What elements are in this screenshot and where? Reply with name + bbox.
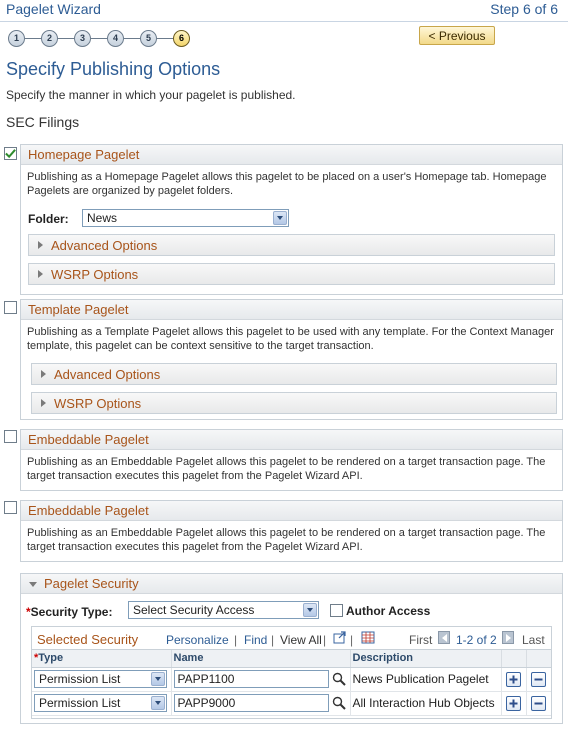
name-cell bbox=[171, 691, 350, 715]
embeddable-pagelet-title-2: Embeddable Pagelet bbox=[21, 501, 562, 521]
find-link[interactable]: Find bbox=[244, 633, 268, 647]
security-type-label: *Security Type: bbox=[26, 605, 113, 619]
add-row-icon[interactable] bbox=[506, 672, 521, 687]
separator: | bbox=[271, 633, 275, 647]
step-1-button[interactable]: 1 bbox=[8, 30, 25, 47]
grid-title: Selected Security bbox=[37, 632, 139, 647]
grid-navigation-bar bbox=[32, 627, 551, 650]
step-2-button[interactable]: 2 bbox=[41, 30, 58, 47]
separator: | bbox=[323, 633, 327, 647]
add-cell bbox=[501, 691, 526, 715]
template-wsrp-options[interactable] bbox=[31, 392, 557, 414]
wizard-title: Pagelet Wizard bbox=[6, 1, 101, 17]
page-description: Specify the manner in which your pagelet is published. bbox=[6, 88, 296, 102]
template-pagelet-description bbox=[27, 325, 554, 353]
description-line: Publishing as an Embeddable Pagelet allows this pagelet to be rendered on a target transaction page. The bbox=[27, 527, 546, 539]
step-connector bbox=[25, 38, 41, 39]
step-connector bbox=[91, 38, 107, 39]
description-line: Publishing as a Template Pagelet allows this pagelet to be used with any template. For the Context Manager bbox=[27, 326, 554, 338]
name-input[interactable]: PAPP9000 bbox=[174, 694, 329, 712]
column-header-delete bbox=[526, 650, 551, 667]
expand-triangle-icon bbox=[41, 370, 46, 378]
homepage-pagelet-checkbox[interactable] bbox=[4, 147, 17, 160]
step-connector bbox=[124, 38, 140, 39]
author-access-label: Author Access bbox=[346, 604, 431, 618]
step-connector bbox=[157, 38, 173, 39]
delete-cell bbox=[526, 667, 551, 691]
expand-triangle-icon bbox=[38, 270, 43, 278]
search-icon[interactable] bbox=[332, 696, 346, 710]
homepage-advanced-options[interactable] bbox=[28, 234, 555, 256]
template-pagelet-checkbox[interactable] bbox=[4, 301, 17, 314]
homepage-pagelet-group bbox=[20, 144, 563, 295]
personalize-link[interactable]: Personalize bbox=[166, 633, 229, 647]
pagelet-name: SEC Filings bbox=[6, 114, 80, 130]
description-cell: All Interaction Hub Objects bbox=[350, 691, 501, 715]
page-title: Specify Publishing Options bbox=[6, 59, 221, 79]
previous-row-icon[interactable] bbox=[438, 631, 450, 644]
step-6-current: 6 bbox=[173, 30, 190, 47]
add-cell bbox=[501, 667, 526, 691]
pagelet-security-title: Pagelet Security bbox=[44, 576, 139, 591]
description-cell: News Publication Pagelet bbox=[350, 667, 501, 691]
last-label: Last bbox=[522, 633, 545, 647]
type-select-value: Permission List bbox=[39, 696, 121, 710]
separator: | bbox=[350, 633, 354, 647]
wsrp-options-label: WSRP Options bbox=[51, 266, 139, 282]
delete-row-icon[interactable] bbox=[531, 696, 546, 711]
step-3-button[interactable]: 3 bbox=[74, 30, 91, 47]
delete-cell bbox=[526, 691, 551, 715]
security-type-value: Select Security Access bbox=[133, 603, 255, 617]
wsrp-options-label: WSRP Options bbox=[54, 395, 142, 411]
folder-label: Folder: bbox=[28, 212, 69, 226]
separator: | bbox=[234, 633, 238, 647]
dropdown-arrow-icon bbox=[151, 696, 165, 710]
name-input[interactable]: PAPP1100 bbox=[174, 670, 329, 688]
embeddable-pagelet-group bbox=[20, 429, 563, 491]
collapse-triangle-icon bbox=[29, 582, 37, 587]
embeddable-pagelet-title: Embeddable Pagelet bbox=[21, 430, 562, 450]
advanced-options-label: Advanced Options bbox=[51, 237, 158, 253]
new-window-icon[interactable] bbox=[333, 631, 347, 644]
step-connector bbox=[58, 38, 74, 39]
type-select[interactable] bbox=[34, 694, 167, 712]
dropdown-arrow-icon bbox=[151, 672, 165, 686]
name-cell bbox=[171, 667, 350, 691]
wizard-steps bbox=[8, 29, 190, 47]
previous-button[interactable]: < Previous bbox=[419, 26, 495, 45]
description-line: Publishing as an Embeddable Pagelet allows this pagelet to be rendered on a target transaction page. The bbox=[27, 456, 546, 468]
pagelet-security-section bbox=[20, 573, 563, 724]
type-select-value: Permission List bbox=[39, 672, 121, 686]
embeddable-pagelet-group-2 bbox=[20, 500, 563, 562]
next-row-icon[interactable] bbox=[502, 631, 514, 644]
step-5-button[interactable]: 5 bbox=[140, 30, 157, 47]
template-pagelet-title: Template Pagelet bbox=[21, 300, 562, 320]
advanced-options-label: Advanced Options bbox=[54, 366, 161, 382]
row-range: 1-2 of 2 bbox=[456, 633, 497, 647]
type-cell bbox=[32, 667, 171, 691]
description-line: Publishing as a Homepage Pagelet allows this pagelet to be placed on a user's Homepage tab. Homepage bbox=[27, 171, 547, 183]
folder-select[interactable] bbox=[82, 209, 289, 227]
delete-row-icon[interactable] bbox=[531, 672, 546, 687]
folder-select-value: News bbox=[87, 211, 118, 225]
expand-triangle-icon bbox=[38, 241, 43, 249]
homepage-wsrp-options[interactable] bbox=[28, 263, 555, 285]
table-header-row bbox=[32, 650, 551, 667]
author-access-checkbox[interactable] bbox=[330, 604, 343, 617]
embeddable-pagelet-description-2 bbox=[27, 526, 554, 554]
security-type-text: Security Type: bbox=[30, 605, 113, 619]
dropdown-arrow-icon bbox=[273, 211, 287, 225]
homepage-pagelet-description bbox=[27, 170, 554, 198]
description-line: template, this pagelet can be context sensitive to the target transaction. bbox=[27, 340, 374, 352]
homepage-pagelet-title: Homepage Pagelet bbox=[21, 145, 562, 165]
step-indicator: Step 6 of 6 bbox=[490, 1, 558, 17]
description-line: Pagelets are organized by pagelet folders. bbox=[27, 185, 234, 197]
search-icon[interactable] bbox=[332, 672, 346, 686]
type-select[interactable] bbox=[34, 670, 167, 688]
pagelet-security-header[interactable] bbox=[21, 574, 562, 594]
column-header-type: *Type bbox=[32, 650, 171, 667]
table-row bbox=[32, 691, 551, 715]
description-line: target transaction executes this pagelet from the Pagelet Wizard API. bbox=[27, 541, 363, 553]
security-table bbox=[32, 650, 551, 716]
column-header-name: Name bbox=[171, 650, 350, 667]
template-pagelet-group bbox=[20, 299, 563, 420]
security-type-select[interactable] bbox=[128, 601, 319, 619]
view-all-link[interactable]: View All bbox=[280, 633, 322, 647]
first-label: First bbox=[409, 633, 433, 647]
column-header-add bbox=[501, 650, 526, 667]
type-cell bbox=[32, 691, 171, 715]
embeddable-pagelet-checkbox-2[interactable] bbox=[4, 501, 17, 514]
description-line: target transaction executes this pagelet from the Pagelet Wizard API. bbox=[27, 470, 363, 482]
download-grid-icon[interactable] bbox=[361, 631, 375, 644]
embeddable-pagelet-checkbox[interactable] bbox=[4, 430, 17, 443]
column-header-description: Description bbox=[350, 650, 501, 667]
table-row bbox=[32, 667, 551, 691]
type-header-text: Type bbox=[38, 652, 64, 665]
embeddable-pagelet-description bbox=[27, 455, 554, 483]
selected-security-grid bbox=[31, 626, 552, 719]
checkmark-icon bbox=[5, 148, 16, 159]
template-advanced-options[interactable] bbox=[31, 363, 557, 385]
expand-triangle-icon bbox=[41, 399, 46, 407]
step-4-button[interactable]: 4 bbox=[107, 30, 124, 47]
add-row-icon[interactable] bbox=[506, 696, 521, 711]
dropdown-arrow-icon bbox=[303, 603, 317, 617]
